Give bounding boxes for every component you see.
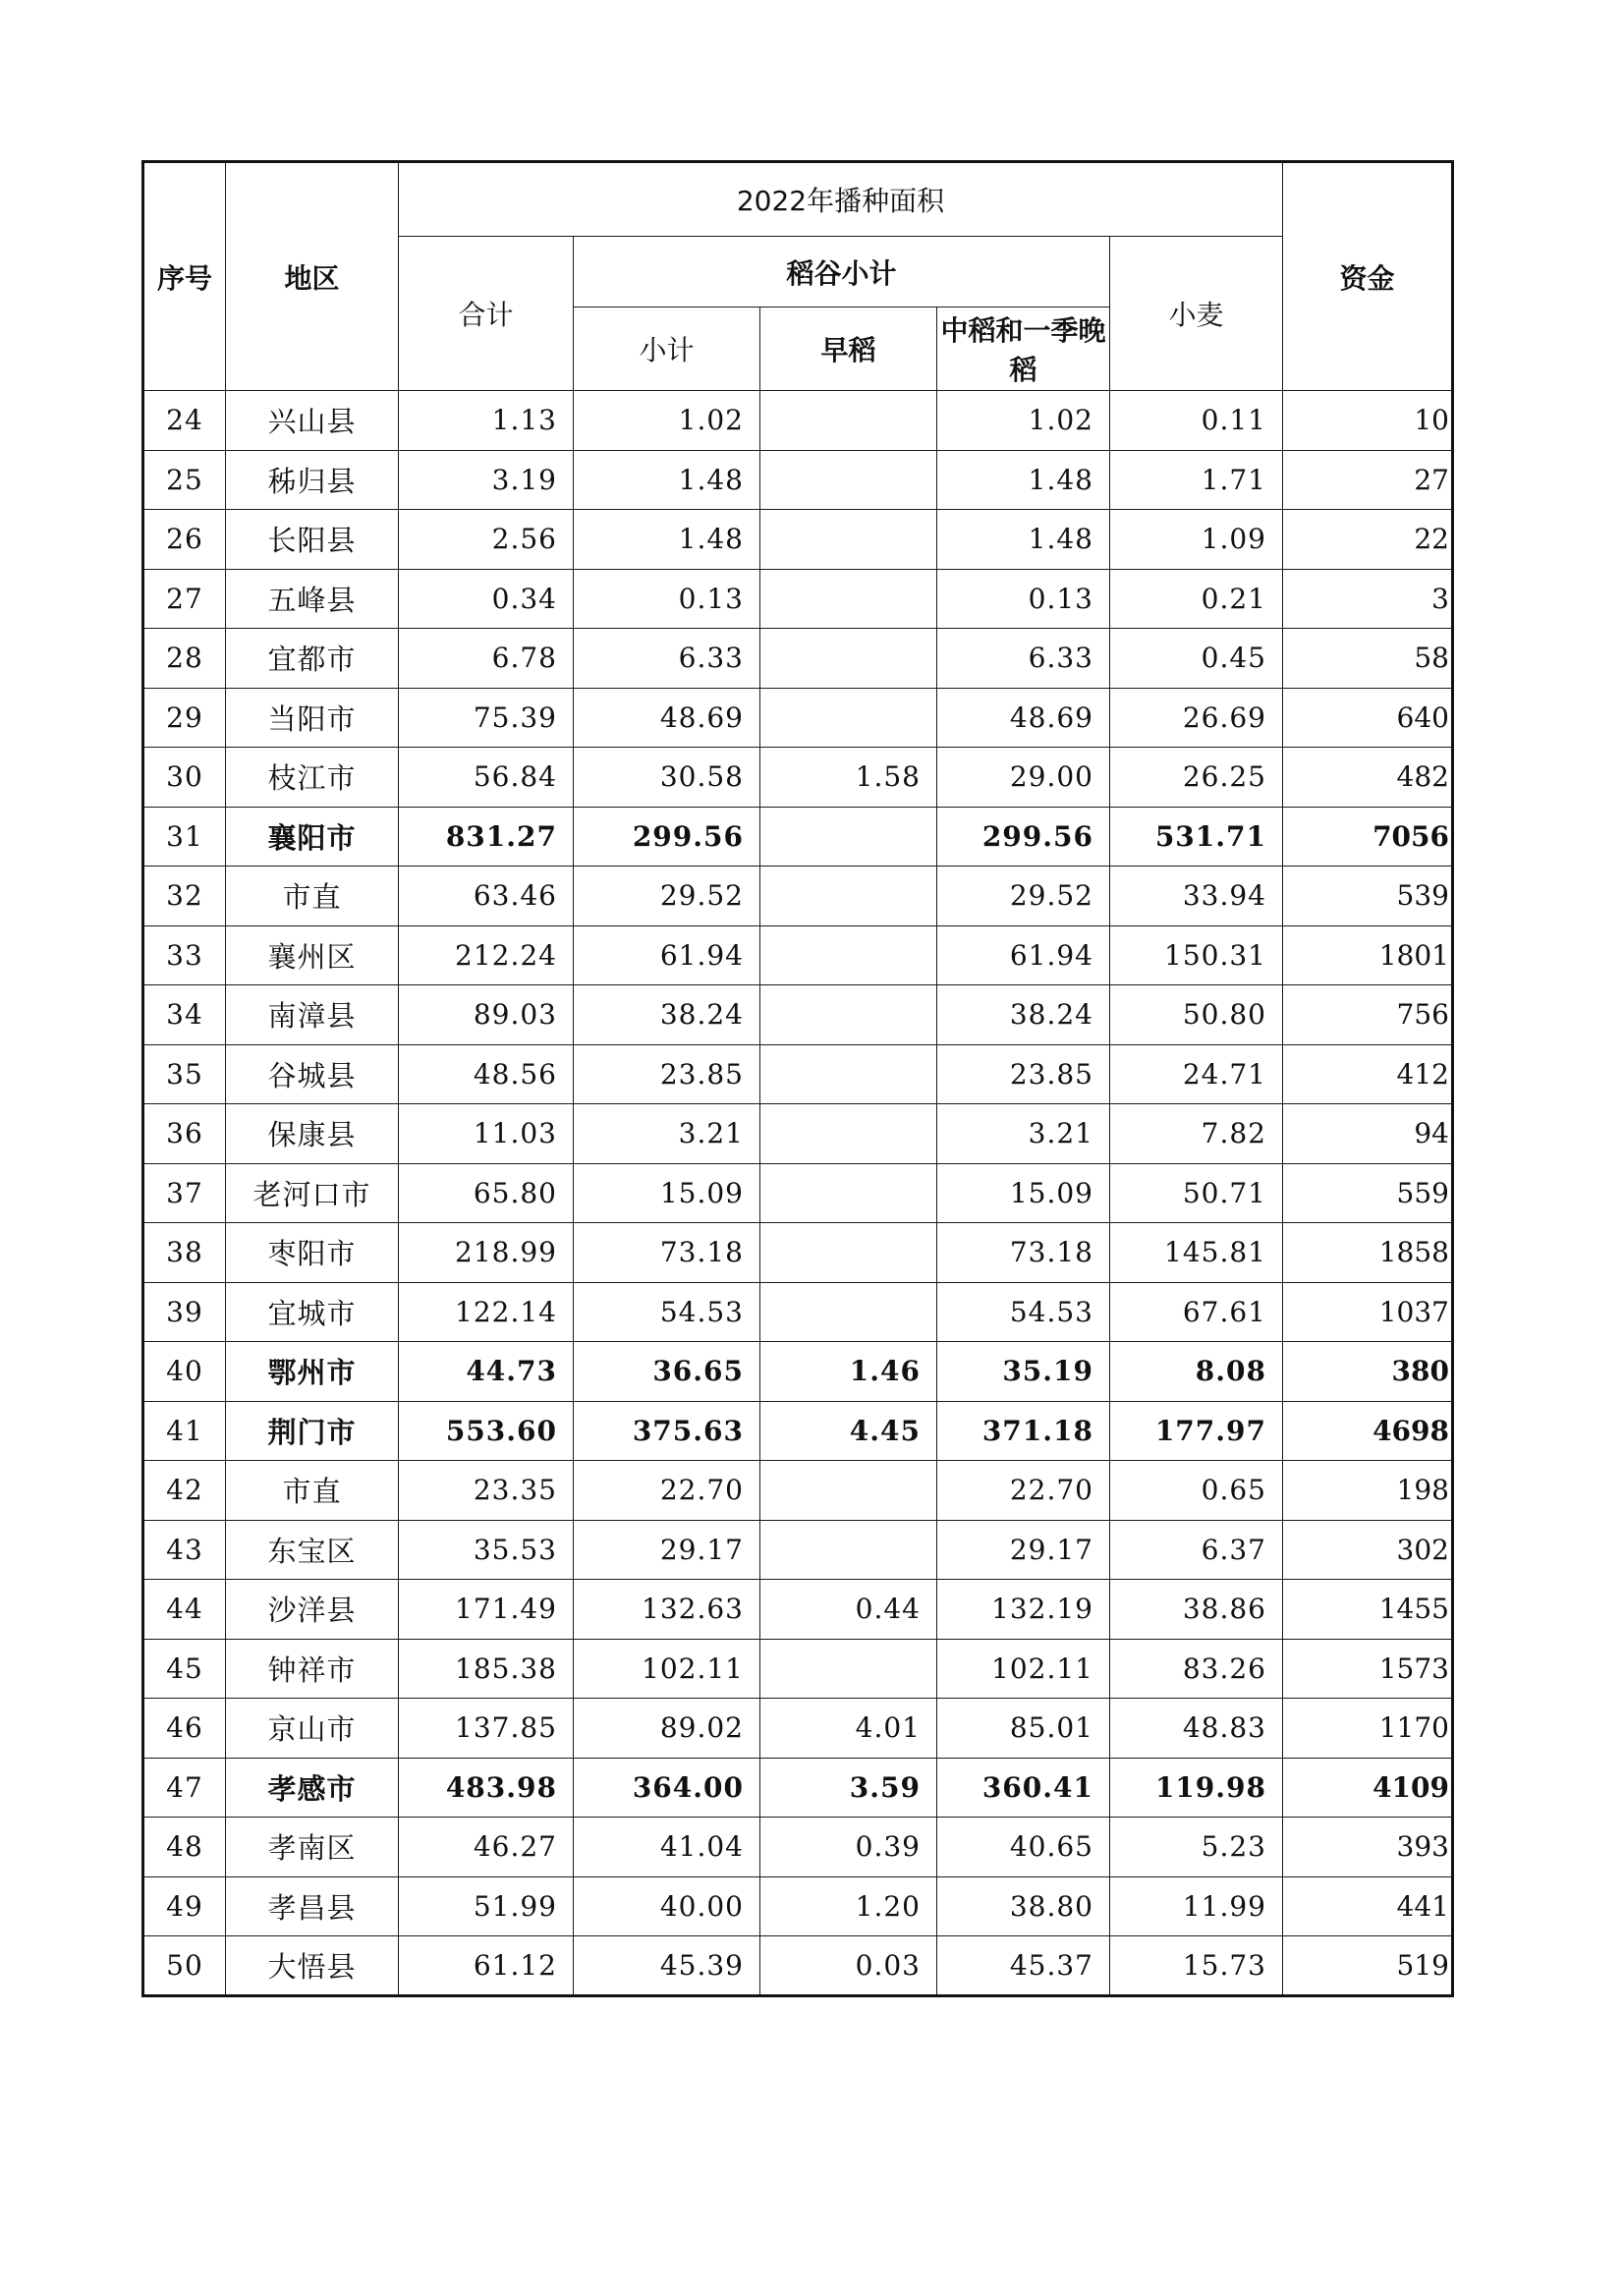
row-rice-subtotal: 61.94 [574, 925, 760, 985]
row-early-rice [760, 1461, 937, 1521]
row-seq: 43 [143, 1520, 226, 1580]
row-total: 2.56 [399, 510, 574, 570]
row-funds: 559 [1283, 1163, 1453, 1223]
row-seq: 27 [143, 569, 226, 629]
row-rice-subtotal: 29.52 [574, 867, 760, 926]
planting-area-table [141, 160, 1454, 1997]
header-rice-group: 稻谷小计 [574, 237, 1110, 308]
row-seq: 46 [143, 1699, 226, 1759]
row-total: 75.39 [399, 688, 574, 748]
row-wheat: 177.97 [1110, 1401, 1283, 1461]
row-rice-subtotal: 364.00 [574, 1758, 760, 1818]
row-region: 秭归县 [226, 450, 399, 510]
row-early-rice: 4.45 [760, 1401, 937, 1461]
row-rice-subtotal: 1.02 [574, 391, 760, 451]
row-rice-subtotal: 41.04 [574, 1818, 760, 1877]
row-total: 51.99 [399, 1876, 574, 1936]
row-wheat: 50.80 [1110, 985, 1283, 1045]
row-mid-late-rice: 54.53 [937, 1282, 1110, 1342]
row-rice-subtotal: 38.24 [574, 985, 760, 1045]
row-funds: 198 [1283, 1461, 1453, 1521]
row-mid-late-rice: 1.02 [937, 391, 1110, 451]
row-region: 大悟县 [226, 1936, 399, 1996]
table-row [143, 1461, 1453, 1521]
row-early-rice: 0.39 [760, 1818, 937, 1877]
row-funds: 4109 [1283, 1758, 1453, 1818]
row-funds: 302 [1283, 1520, 1453, 1580]
row-mid-late-rice: 85.01 [937, 1699, 1110, 1759]
row-wheat: 33.94 [1110, 867, 1283, 926]
table-row [143, 807, 1453, 867]
row-early-rice [760, 985, 937, 1045]
row-total: 171.49 [399, 1580, 574, 1640]
header-rice-subtotal: 小计 [574, 308, 760, 391]
row-seq: 41 [143, 1401, 226, 1461]
table-row [143, 510, 1453, 570]
row-wheat: 26.25 [1110, 748, 1283, 808]
row-wheat: 0.65 [1110, 1461, 1283, 1521]
row-seq: 35 [143, 1044, 226, 1104]
row-rice-subtotal: 54.53 [574, 1282, 760, 1342]
table-body [143, 391, 1453, 1996]
row-wheat: 145.81 [1110, 1223, 1283, 1283]
row-funds: 7056 [1283, 807, 1453, 867]
row-early-rice: 1.58 [760, 748, 937, 808]
row-early-rice: 1.46 [760, 1342, 937, 1402]
row-seq: 26 [143, 510, 226, 570]
row-early-rice [760, 629, 937, 689]
row-rice-subtotal: 0.13 [574, 569, 760, 629]
row-rice-subtotal: 73.18 [574, 1223, 760, 1283]
table-row [143, 569, 1453, 629]
row-mid-late-rice: 0.13 [937, 569, 1110, 629]
row-region: 老河口市 [226, 1163, 399, 1223]
row-funds: 640 [1283, 688, 1453, 748]
row-total: 3.19 [399, 450, 574, 510]
row-total: 6.78 [399, 629, 574, 689]
table-row [143, 1342, 1453, 1402]
row-early-rice: 4.01 [760, 1699, 937, 1759]
row-seq: 29 [143, 688, 226, 748]
header-early-rice: 早稻 [760, 308, 937, 391]
row-wheat: 48.83 [1110, 1699, 1283, 1759]
row-region: 市直 [226, 867, 399, 926]
row-total: 44.73 [399, 1342, 574, 1402]
row-region: 钟祥市 [226, 1639, 399, 1699]
row-region: 枝江市 [226, 748, 399, 808]
row-total: 137.85 [399, 1699, 574, 1759]
row-total: 61.12 [399, 1936, 574, 1996]
row-rice-subtotal: 29.17 [574, 1520, 760, 1580]
row-wheat: 0.45 [1110, 629, 1283, 689]
row-mid-late-rice: 6.33 [937, 629, 1110, 689]
table-row [143, 1223, 1453, 1283]
row-wheat: 150.31 [1110, 925, 1283, 985]
row-seq: 49 [143, 1876, 226, 1936]
row-region: 当阳市 [226, 688, 399, 748]
row-funds: 4698 [1283, 1401, 1453, 1461]
row-early-rice [760, 1639, 937, 1699]
row-region: 宜城市 [226, 1282, 399, 1342]
header-funds: 资金 [1283, 162, 1453, 391]
row-rice-subtotal: 375.63 [574, 1401, 760, 1461]
row-total: 831.27 [399, 807, 574, 867]
table-row [143, 985, 1453, 1045]
row-seq: 40 [143, 1342, 226, 1402]
row-region: 谷城县 [226, 1044, 399, 1104]
row-rice-subtotal: 45.39 [574, 1936, 760, 1996]
header-mid-late-rice: 中稻和一季晚稻 [937, 308, 1110, 391]
row-rice-subtotal: 89.02 [574, 1699, 760, 1759]
row-mid-late-rice: 40.65 [937, 1818, 1110, 1877]
header-area-group: 2022年播种面积 [399, 162, 1283, 237]
row-wheat: 8.08 [1110, 1342, 1283, 1402]
row-early-rice: 0.44 [760, 1580, 937, 1640]
row-seq: 37 [143, 1163, 226, 1223]
row-early-rice [760, 569, 937, 629]
row-seq: 32 [143, 867, 226, 926]
row-region: 东宝区 [226, 1520, 399, 1580]
row-funds: 1801 [1283, 925, 1453, 985]
table-row [143, 1282, 1453, 1342]
row-early-rice [760, 1163, 937, 1223]
row-mid-late-rice: 3.21 [937, 1104, 1110, 1164]
table-row [143, 1580, 1453, 1640]
row-rice-subtotal: 1.48 [574, 450, 760, 510]
row-funds: 412 [1283, 1044, 1453, 1104]
table-row [143, 748, 1453, 808]
row-total: 122.14 [399, 1282, 574, 1342]
table-row [143, 1876, 1453, 1936]
row-mid-late-rice: 38.80 [937, 1876, 1110, 1936]
row-region: 枣阳市 [226, 1223, 399, 1283]
row-mid-late-rice: 102.11 [937, 1639, 1110, 1699]
row-total: 185.38 [399, 1639, 574, 1699]
row-funds: 380 [1283, 1342, 1453, 1402]
row-wheat: 0.11 [1110, 391, 1283, 451]
row-funds: 58 [1283, 629, 1453, 689]
row-region: 孝昌县 [226, 1876, 399, 1936]
row-seq: 36 [143, 1104, 226, 1164]
row-wheat: 119.98 [1110, 1758, 1283, 1818]
row-early-rice [760, 925, 937, 985]
row-early-rice: 3.59 [760, 1758, 937, 1818]
row-mid-late-rice: 15.09 [937, 1163, 1110, 1223]
table-row [143, 1639, 1453, 1699]
header-total: 合计 [399, 237, 574, 391]
row-total: 1.13 [399, 391, 574, 451]
row-seq: 24 [143, 391, 226, 451]
row-seq: 47 [143, 1758, 226, 1818]
row-rice-subtotal: 22.70 [574, 1461, 760, 1521]
table-row [143, 1520, 1453, 1580]
row-rice-subtotal: 3.21 [574, 1104, 760, 1164]
row-funds: 3 [1283, 569, 1453, 629]
row-rice-subtotal: 23.85 [574, 1044, 760, 1104]
row-wheat: 26.69 [1110, 688, 1283, 748]
row-wheat: 0.21 [1110, 569, 1283, 629]
row-region: 孝南区 [226, 1818, 399, 1877]
row-region: 鄂州市 [226, 1342, 399, 1402]
row-total: 0.34 [399, 569, 574, 629]
row-seq: 38 [143, 1223, 226, 1283]
row-seq: 31 [143, 807, 226, 867]
row-wheat: 15.73 [1110, 1936, 1283, 1996]
row-wheat: 7.82 [1110, 1104, 1283, 1164]
row-wheat: 6.37 [1110, 1520, 1283, 1580]
row-mid-late-rice: 61.94 [937, 925, 1110, 985]
row-early-rice [760, 1520, 937, 1580]
table-row [143, 1936, 1453, 1996]
table-row [143, 1758, 1453, 1818]
row-region: 南漳县 [226, 985, 399, 1045]
row-wheat: 531.71 [1110, 807, 1283, 867]
row-early-rice: 1.20 [760, 1876, 937, 1936]
row-mid-late-rice: 132.19 [937, 1580, 1110, 1640]
header-seq: 序号 [143, 162, 226, 391]
row-wheat: 83.26 [1110, 1639, 1283, 1699]
row-funds: 441 [1283, 1876, 1453, 1936]
table-row [143, 629, 1453, 689]
row-region: 五峰县 [226, 569, 399, 629]
row-region: 荆门市 [226, 1401, 399, 1461]
row-wheat: 24.71 [1110, 1044, 1283, 1104]
row-early-rice [760, 1044, 937, 1104]
row-region: 襄州区 [226, 925, 399, 985]
row-mid-late-rice: 23.85 [937, 1044, 1110, 1104]
row-rice-subtotal: 48.69 [574, 688, 760, 748]
row-mid-late-rice: 45.37 [937, 1936, 1110, 1996]
row-total: 212.24 [399, 925, 574, 985]
row-rice-subtotal: 1.48 [574, 510, 760, 570]
row-early-rice [760, 867, 937, 926]
row-region: 兴山县 [226, 391, 399, 451]
row-region: 宜都市 [226, 629, 399, 689]
row-rice-subtotal: 299.56 [574, 807, 760, 867]
row-seq: 50 [143, 1936, 226, 1996]
row-total: 35.53 [399, 1520, 574, 1580]
row-total: 56.84 [399, 748, 574, 808]
row-funds: 393 [1283, 1818, 1453, 1877]
row-total: 63.46 [399, 867, 574, 926]
row-mid-late-rice: 38.24 [937, 985, 1110, 1045]
row-mid-late-rice: 29.17 [937, 1520, 1110, 1580]
row-early-rice [760, 1104, 937, 1164]
row-early-rice [760, 391, 937, 451]
table-row [143, 925, 1453, 985]
table-row [143, 391, 1453, 451]
row-mid-late-rice: 48.69 [937, 688, 1110, 748]
row-early-rice [760, 510, 937, 570]
row-seq: 48 [143, 1818, 226, 1877]
table-row [143, 1044, 1453, 1104]
row-seq: 44 [143, 1580, 226, 1640]
row-early-rice [760, 807, 937, 867]
row-mid-late-rice: 299.56 [937, 807, 1110, 867]
row-wheat: 38.86 [1110, 1580, 1283, 1640]
row-funds: 1858 [1283, 1223, 1453, 1283]
row-rice-subtotal: 6.33 [574, 629, 760, 689]
row-region: 孝感市 [226, 1758, 399, 1818]
table-row [143, 867, 1453, 926]
row-early-rice: 0.03 [760, 1936, 937, 1996]
row-funds: 756 [1283, 985, 1453, 1045]
row-wheat: 1.71 [1110, 450, 1283, 510]
table-row [143, 1818, 1453, 1877]
row-total: 23.35 [399, 1461, 574, 1521]
row-early-rice [760, 450, 937, 510]
table-row [143, 450, 1453, 510]
table-row [143, 1699, 1453, 1759]
table-row [143, 1401, 1453, 1461]
row-wheat: 1.09 [1110, 510, 1283, 570]
row-funds: 94 [1283, 1104, 1453, 1164]
row-mid-late-rice: 22.70 [937, 1461, 1110, 1521]
row-rice-subtotal: 30.58 [574, 748, 760, 808]
row-seq: 28 [143, 629, 226, 689]
row-total: 89.03 [399, 985, 574, 1045]
row-region: 京山市 [226, 1699, 399, 1759]
row-rice-subtotal: 40.00 [574, 1876, 760, 1936]
row-region: 襄阳市 [226, 807, 399, 867]
row-funds: 482 [1283, 748, 1453, 808]
row-seq: 33 [143, 925, 226, 985]
row-funds: 1037 [1283, 1282, 1453, 1342]
row-total: 11.03 [399, 1104, 574, 1164]
row-total: 48.56 [399, 1044, 574, 1104]
row-mid-late-rice: 1.48 [937, 510, 1110, 570]
row-seq: 45 [143, 1639, 226, 1699]
header-region: 地区 [226, 162, 399, 391]
row-wheat: 67.61 [1110, 1282, 1283, 1342]
row-total: 483.98 [399, 1758, 574, 1818]
row-rice-subtotal: 102.11 [574, 1639, 760, 1699]
row-region: 沙洋县 [226, 1580, 399, 1640]
row-mid-late-rice: 35.19 [937, 1342, 1110, 1402]
row-wheat: 5.23 [1110, 1818, 1283, 1877]
table-header [143, 162, 1453, 391]
row-funds: 22 [1283, 510, 1453, 570]
row-funds: 1455 [1283, 1580, 1453, 1640]
table-row [143, 688, 1453, 748]
row-seq: 39 [143, 1282, 226, 1342]
row-funds: 27 [1283, 450, 1453, 510]
row-mid-late-rice: 29.00 [937, 748, 1110, 808]
row-funds: 1170 [1283, 1699, 1453, 1759]
row-mid-late-rice: 29.52 [937, 867, 1110, 926]
row-mid-late-rice: 360.41 [937, 1758, 1110, 1818]
header-wheat: 小麦 [1110, 237, 1283, 391]
row-early-rice [760, 1282, 937, 1342]
row-mid-late-rice: 73.18 [937, 1223, 1110, 1283]
row-funds: 539 [1283, 867, 1453, 926]
row-mid-late-rice: 371.18 [937, 1401, 1110, 1461]
row-total: 218.99 [399, 1223, 574, 1283]
row-seq: 34 [143, 985, 226, 1045]
row-wheat: 50.71 [1110, 1163, 1283, 1223]
row-early-rice [760, 688, 937, 748]
row-seq: 30 [143, 748, 226, 808]
row-rice-subtotal: 15.09 [574, 1163, 760, 1223]
row-total: 46.27 [399, 1818, 574, 1877]
row-wheat: 11.99 [1110, 1876, 1283, 1936]
row-total: 553.60 [399, 1401, 574, 1461]
table-row [143, 1104, 1453, 1164]
row-funds: 10 [1283, 391, 1453, 451]
row-seq: 42 [143, 1461, 226, 1521]
row-seq: 25 [143, 450, 226, 510]
table-row [143, 1163, 1453, 1223]
row-early-rice [760, 1223, 937, 1283]
row-funds: 519 [1283, 1936, 1453, 1996]
row-region: 长阳县 [226, 510, 399, 570]
row-rice-subtotal: 132.63 [574, 1580, 760, 1640]
row-region: 保康县 [226, 1104, 399, 1164]
row-funds: 1573 [1283, 1639, 1453, 1699]
row-total: 65.80 [399, 1163, 574, 1223]
row-mid-late-rice: 1.48 [937, 450, 1110, 510]
row-rice-subtotal: 36.65 [574, 1342, 760, 1402]
row-region: 市直 [226, 1461, 399, 1521]
